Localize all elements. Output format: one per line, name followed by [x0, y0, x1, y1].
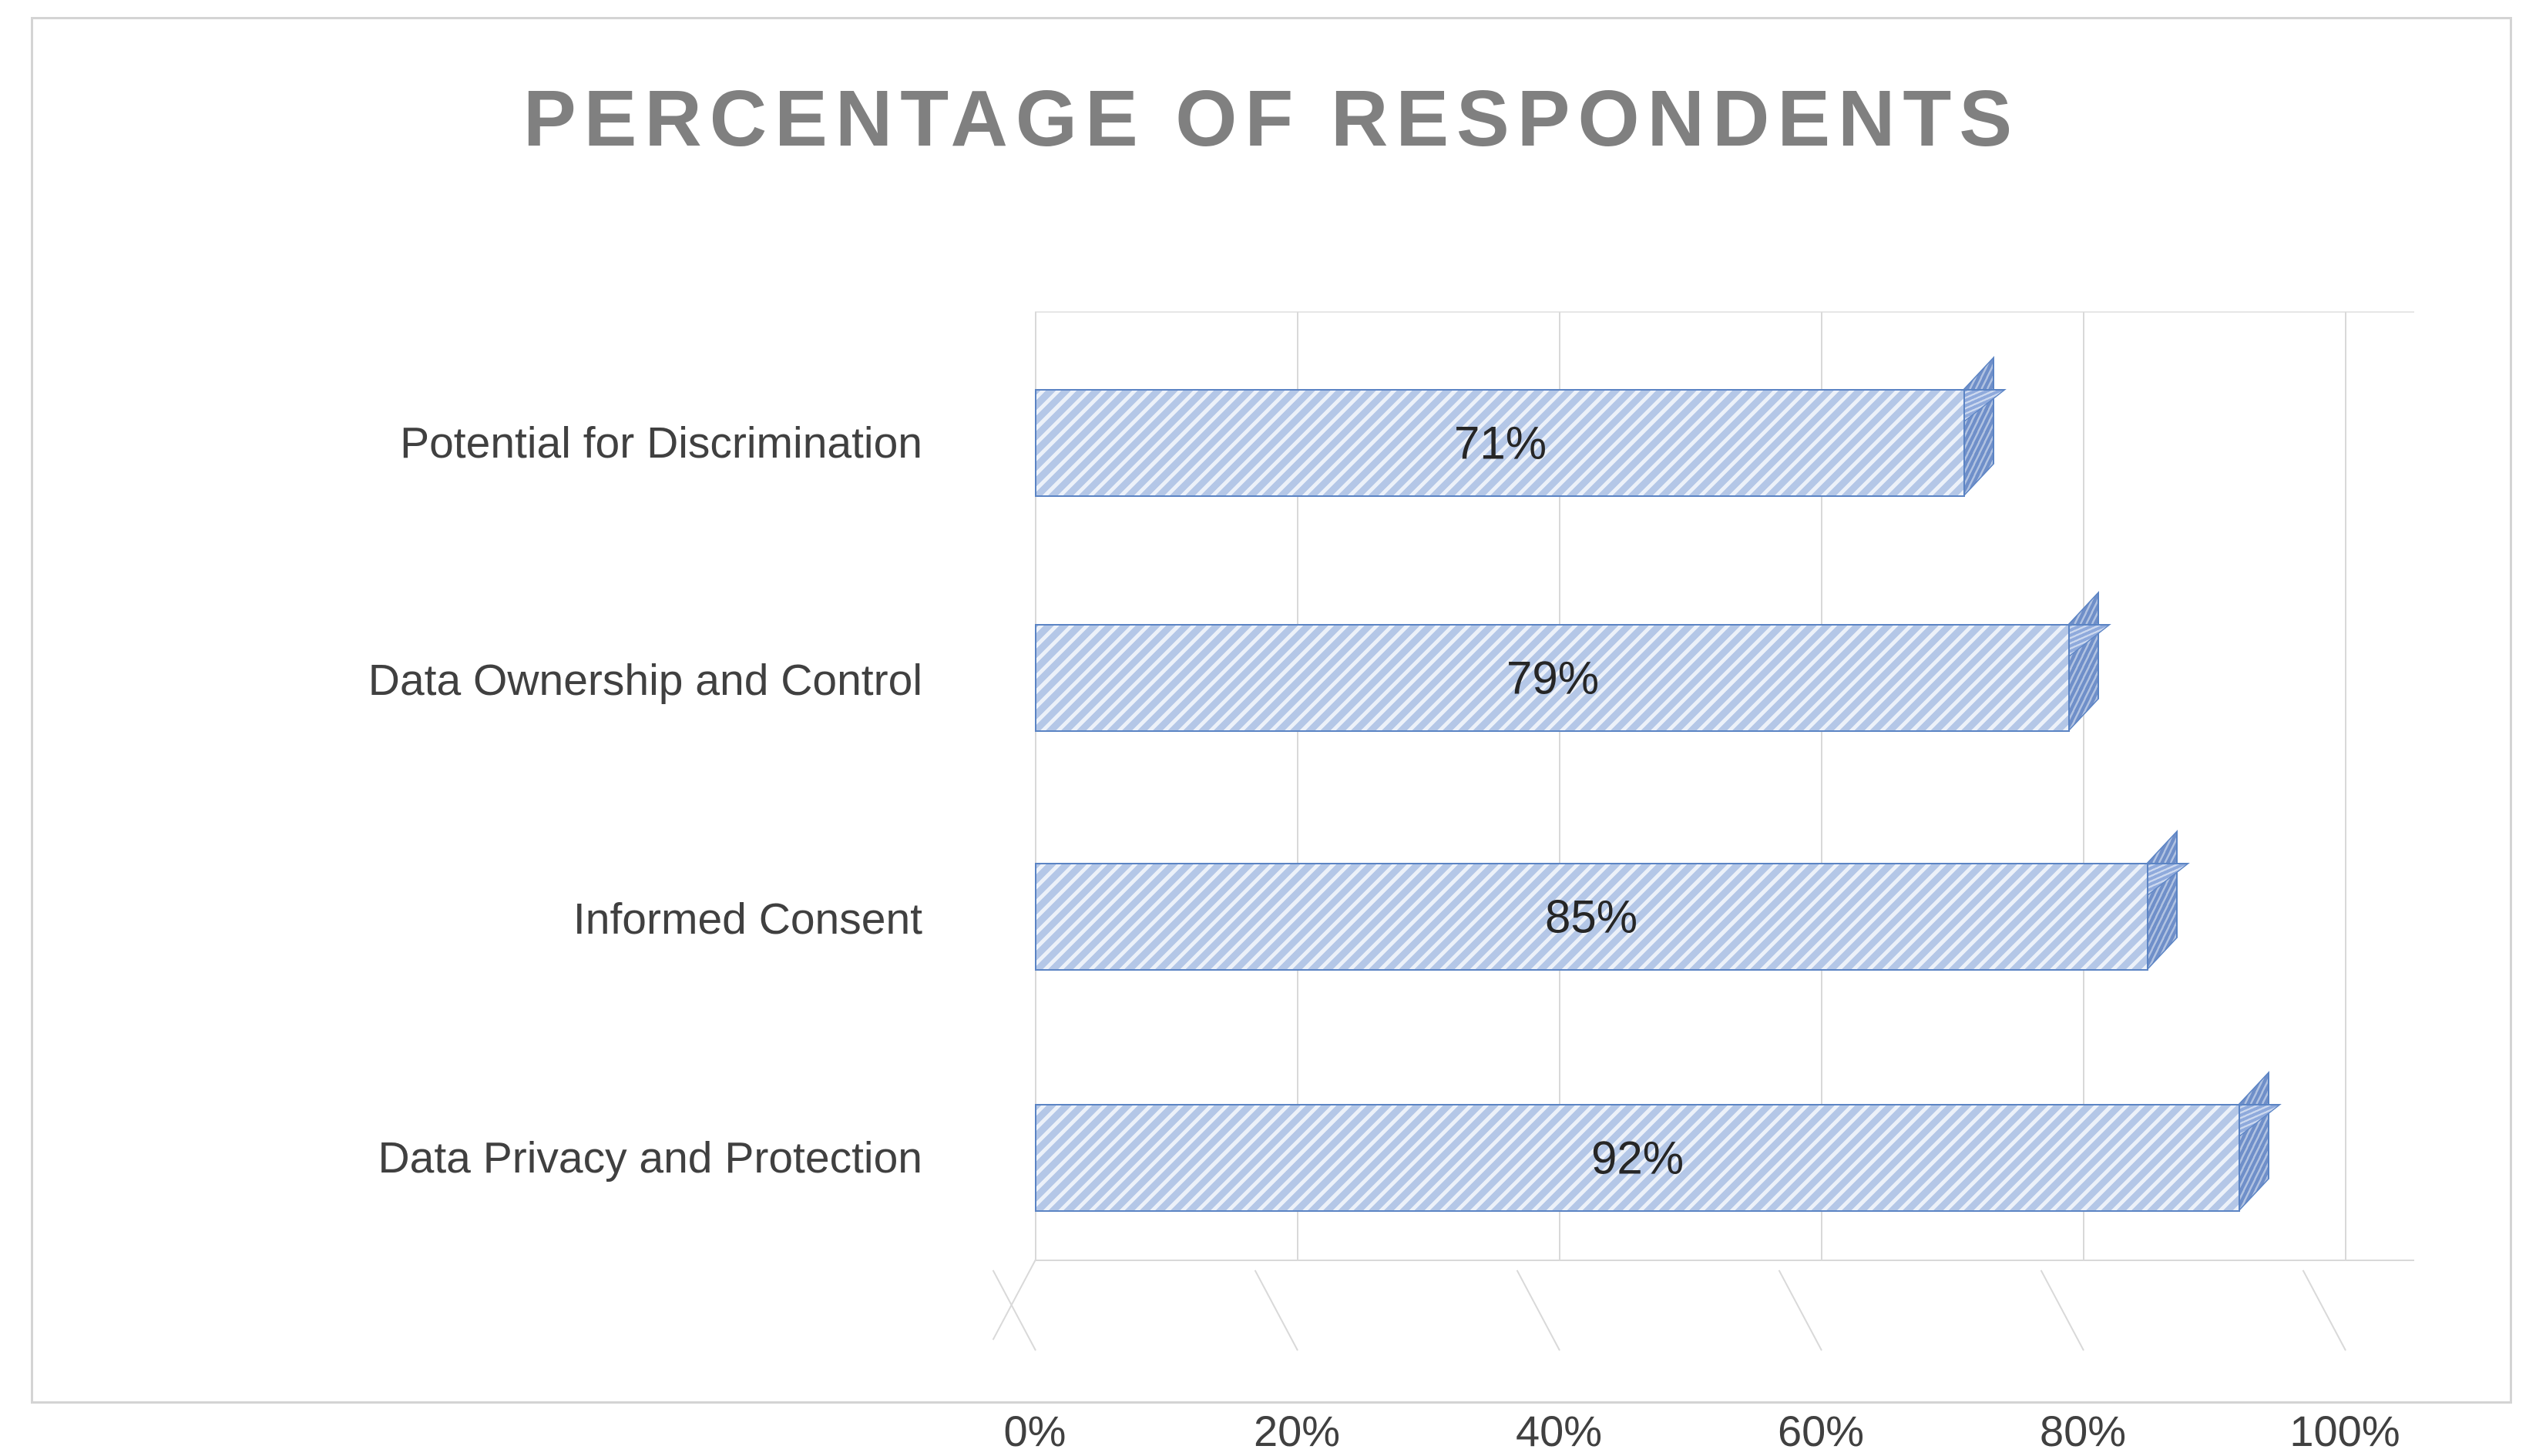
xtick-label-100: 100% — [2289, 1407, 2400, 1455]
bar-value-label: 79% — [1506, 652, 1600, 704]
xtick-label-20: 20% — [1253, 1407, 1341, 1455]
floor-gridline-100 — [2302, 1270, 2346, 1350]
floor-gridline-40 — [1517, 1270, 1560, 1350]
chart-title: PERCENTAGE OF RESPONDENTS — [522, 74, 2020, 163]
plot-area — [1003, 312, 2414, 1455]
category-label-potential-for-discrimination: Potential for Discrimination — [400, 418, 922, 468]
bar-data-privacy-and-protection[interactable] — [1035, 1104, 2240, 1212]
xtick-label-40: 40% — [1515, 1407, 1603, 1455]
bar-informed-consent[interactable] — [1035, 863, 2148, 971]
bar-value-label: 85% — [1544, 891, 1638, 943]
bar-potential-for-discrimination[interactable] — [1035, 389, 1965, 497]
gridline-100 — [2345, 312, 2346, 1260]
category-label-data-privacy-and-protection: Data Privacy and Protection — [378, 1133, 922, 1183]
floor-gridline-80 — [2040, 1270, 2084, 1350]
bar-value-label: 71% — [1453, 417, 1547, 469]
floor-gridline-0 — [993, 1270, 1036, 1350]
plot-depth-edge — [993, 1260, 1036, 1340]
bar-side-face — [2239, 1071, 2269, 1212]
category-label-data-ownership-and-control: Data Ownership and Control — [368, 656, 922, 705]
category-label-informed-consent: Informed Consent — [573, 894, 922, 944]
xtick-label-60: 60% — [1777, 1407, 1865, 1455]
bar-data-ownership-and-control[interactable] — [1035, 624, 2070, 732]
bar-value-label: 92% — [1590, 1132, 1684, 1184]
xtick-label-80: 80% — [2039, 1407, 2127, 1455]
floor-gridline-60 — [1779, 1270, 1822, 1350]
xtick-label-0: 0% — [1003, 1407, 1066, 1455]
value-axis-line — [1035, 1260, 2414, 1261]
bar-side-face — [1963, 356, 1994, 497]
floor-gridline-20 — [1255, 1270, 1298, 1350]
bar-side-face — [2147, 830, 2178, 971]
chart-container — [31, 17, 2512, 1455]
plot-back-wall-edge — [1035, 311, 2414, 313]
bar-side-face — [2068, 591, 2099, 732]
